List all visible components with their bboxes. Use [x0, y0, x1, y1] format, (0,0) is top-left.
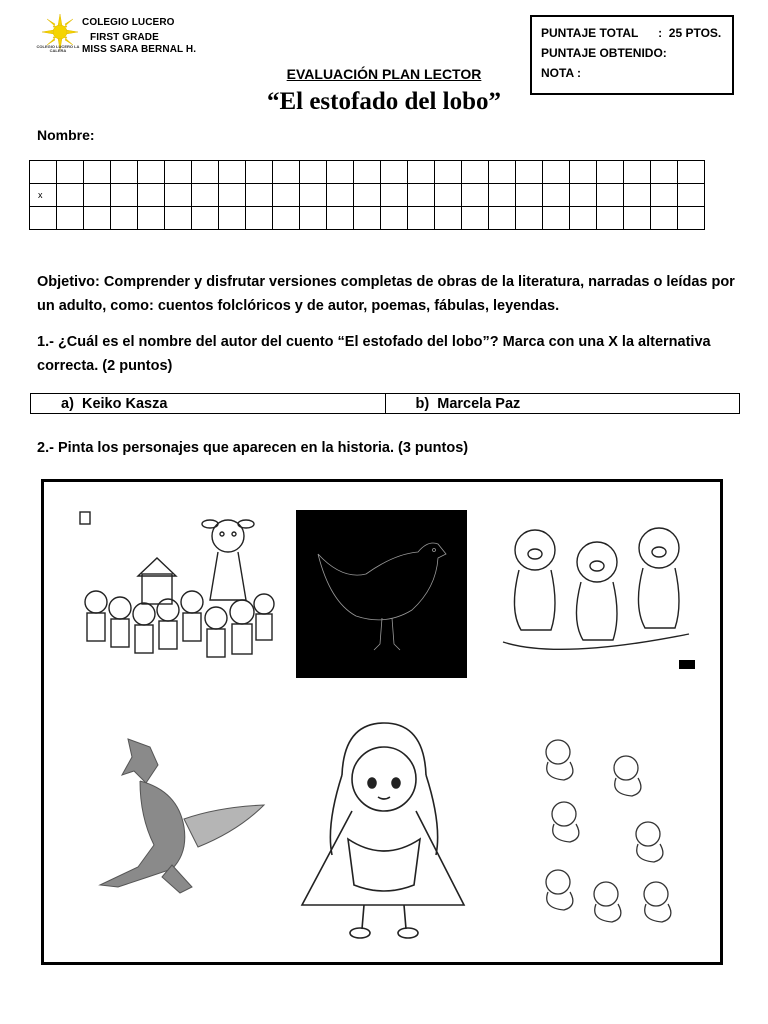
- grid-cell[interactable]: [489, 184, 516, 207]
- grid-row: [30, 161, 705, 184]
- grid-cell[interactable]: [111, 184, 138, 207]
- wolf-image[interactable]: [88, 727, 268, 899]
- three-pigs-image[interactable]: [499, 510, 699, 678]
- teacher-name: MISS SARA BERNAL H.: [82, 44, 197, 55]
- option-b[interactable]: [385, 394, 740, 414]
- grid-cell[interactable]: [678, 207, 705, 230]
- grid-cell[interactable]: [57, 184, 84, 207]
- name-label: Nombre:: [37, 127, 95, 143]
- grid-cell[interactable]: [543, 207, 570, 230]
- grid-cell[interactable]: [597, 161, 624, 184]
- grid-cell[interactable]: [678, 161, 705, 184]
- grade-label: FIRST GRADE: [90, 32, 159, 43]
- grid-cell[interactable]: [597, 184, 624, 207]
- grid-cell[interactable]: [435, 207, 462, 230]
- grid-cell[interactable]: [30, 207, 57, 230]
- grid-cell[interactable]: [84, 207, 111, 230]
- grid-cell[interactable]: [435, 184, 462, 207]
- grid-cell[interactable]: [273, 161, 300, 184]
- grid-cell[interactable]: [570, 161, 597, 184]
- grid-cell[interactable]: [111, 161, 138, 184]
- grid-cell[interactable]: [354, 207, 381, 230]
- grid-cell[interactable]: [246, 184, 273, 207]
- option-letter: b): [415, 395, 430, 412]
- grid-cell[interactable]: [165, 161, 192, 184]
- grid-row: [30, 184, 705, 207]
- grid-cell[interactable]: [543, 184, 570, 207]
- grid-row: [30, 207, 705, 230]
- grid-cell[interactable]: [273, 184, 300, 207]
- grid-cell[interactable]: [624, 184, 651, 207]
- goats-family-image[interactable]: [78, 510, 290, 678]
- grid-cell[interactable]: [192, 207, 219, 230]
- grid-cell[interactable]: [111, 207, 138, 230]
- grid-cell[interactable]: [84, 184, 111, 207]
- grid-cell[interactable]: [678, 184, 705, 207]
- grid-cell[interactable]: [624, 161, 651, 184]
- objective-text: Objetivo: Comprender y disfrutar versiones completas de obras de la literatura, narradas o leídas por un adulto, como: cuentos folclóricos y de autor, poemas, fábulas, leyendas.: [37, 274, 735, 314]
- grid-cell[interactable]: [273, 207, 300, 230]
- score-box: [530, 15, 734, 95]
- logo-caption: COLEGIO LUCERO LA CALERA: [36, 44, 80, 53]
- grid-cell[interactable]: [597, 207, 624, 230]
- hen-image[interactable]: [296, 510, 467, 678]
- grid-cell[interactable]: [462, 207, 489, 230]
- grid-cell[interactable]: [516, 207, 543, 230]
- answer-options: [30, 393, 740, 414]
- grid-cell[interactable]: [489, 161, 516, 184]
- question-2: 2.- Pinta los personajes que aparecen en la historia. (3 puntos): [37, 440, 469, 456]
- grid-cell[interactable]: [381, 207, 408, 230]
- grid-cell[interactable]: [327, 184, 354, 207]
- characters-image-frame: [41, 479, 723, 965]
- grid-cell[interactable]: [219, 207, 246, 230]
- option-letter: a): [61, 395, 74, 412]
- grid-cell[interactable]: [300, 184, 327, 207]
- grid-cell[interactable]: [624, 207, 651, 230]
- grid-cell[interactable]: [138, 184, 165, 207]
- grid-cell[interactable]: [543, 161, 570, 184]
- chicks-image[interactable]: [528, 722, 688, 940]
- grid-cell[interactable]: [516, 161, 543, 184]
- grid-mark: x: [38, 190, 43, 200]
- grid-cell[interactable]: [192, 161, 219, 184]
- grid-cell[interactable]: [30, 161, 57, 184]
- option-label: Keiko Kasza: [81, 395, 168, 412]
- story-title: “El estofado del lobo”: [266, 88, 502, 115]
- grid-cell[interactable]: [327, 207, 354, 230]
- grid-cell[interactable]: [408, 161, 435, 184]
- grid-cell[interactable]: [165, 184, 192, 207]
- grid-cell[interactable]: [300, 207, 327, 230]
- grid-cell[interactable]: [246, 207, 273, 230]
- school-name: COLEGIO LUCERO: [82, 17, 175, 28]
- grid-cell[interactable]: [435, 161, 462, 184]
- grid-cell[interactable]: [462, 184, 489, 207]
- grid-cell[interactable]: [516, 184, 543, 207]
- grid-cell[interactable]: [57, 161, 84, 184]
- grid-cell[interactable]: [30, 184, 57, 207]
- grid-cell[interactable]: [651, 161, 678, 184]
- grid-cell[interactable]: [219, 161, 246, 184]
- grid-cell[interactable]: [651, 207, 678, 230]
- red-riding-hood-image[interactable]: [292, 715, 467, 942]
- name-writing-grid[interactable]: [29, 160, 705, 230]
- grid-cell[interactable]: [570, 184, 597, 207]
- grid-cell[interactable]: [165, 207, 192, 230]
- grid-cell[interactable]: [354, 184, 381, 207]
- grid-cell[interactable]: [381, 184, 408, 207]
- final-grade[interactable]: NOTA :: [541, 66, 581, 80]
- grid-cell[interactable]: [246, 161, 273, 184]
- option-label: Marcela Paz: [437, 395, 521, 412]
- grid-cell[interactable]: [381, 161, 408, 184]
- grid-cell[interactable]: [219, 184, 246, 207]
- grid-cell[interactable]: [138, 207, 165, 230]
- question-1: 1.- ¿Cuál es el nombre del autor del cuento “El estofado del lobo”? Marca con una X la alternativa correcta. (2 puntos): [37, 334, 711, 374]
- grid-cell[interactable]: [408, 184, 435, 207]
- grid-cell[interactable]: [192, 184, 219, 207]
- grid-cell[interactable]: [327, 161, 354, 184]
- option-a[interactable]: [31, 394, 386, 414]
- total-score: PUNTAJE TOTAL : 25 PTOS.: [541, 26, 722, 40]
- evaluation-title: EVALUACIÓN PLAN LECTOR: [286, 66, 482, 82]
- grid-cell[interactable]: [354, 161, 381, 184]
- grid-cell[interactable]: [57, 207, 84, 230]
- grid-cell[interactable]: [489, 207, 516, 230]
- grid-cell[interactable]: [84, 161, 111, 184]
- grid-cell[interactable]: [651, 184, 678, 207]
- grid-cell[interactable]: [138, 161, 165, 184]
- obtained-score[interactable]: PUNTAJE OBTENIDO:: [541, 46, 667, 60]
- grid-cell[interactable]: [570, 207, 597, 230]
- grid-cell[interactable]: [300, 161, 327, 184]
- grid-cell[interactable]: [408, 207, 435, 230]
- grid-cell[interactable]: [462, 161, 489, 184]
